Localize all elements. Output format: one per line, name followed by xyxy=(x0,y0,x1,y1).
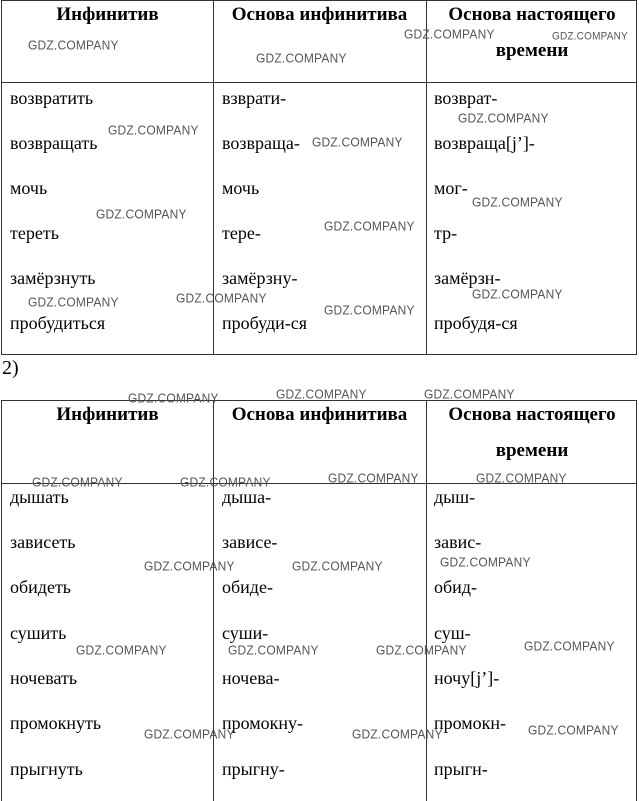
watermark: GDZ.COMPANY xyxy=(524,638,615,654)
header-infinitive-stem: Основа инфинитива xyxy=(231,4,408,25)
table-cell: возвраща- xyxy=(222,133,300,153)
table-cell: прыгну- xyxy=(222,759,285,779)
watermark: GDZ.COMPANY xyxy=(108,122,199,138)
table-cell: обидеть xyxy=(10,577,72,597)
watermark: GDZ.COMPANY xyxy=(472,194,563,210)
table-cell: мочь xyxy=(222,178,260,198)
header-infinitive-stem: Основа инфинитива xyxy=(231,404,408,425)
table-cell: замёрзну- xyxy=(222,268,298,288)
watermark: GDZ.COMPANY xyxy=(472,286,563,302)
header-present-stem-line2: времени xyxy=(495,40,569,61)
watermark: GDZ.COMPANY xyxy=(256,50,347,66)
watermark: GDZ.COMPANY xyxy=(96,206,187,222)
header-infinitive: Инфинитив xyxy=(56,404,159,425)
table-cell: обид- xyxy=(434,577,477,597)
table-cell: дыша- xyxy=(222,487,272,507)
table-cell: мочь xyxy=(10,178,48,198)
table-cell: прыгнуть xyxy=(10,759,83,779)
table-cell: завис- xyxy=(434,532,482,552)
table-cell: пробудя-ся xyxy=(434,313,518,333)
header-present-stem-line1: Основа настоящего xyxy=(448,404,616,425)
table-cell: зависе- xyxy=(222,532,278,552)
table-cell: ночева- xyxy=(222,668,280,688)
table-cell: промокну- xyxy=(222,713,304,733)
header-infinitive: Инфинитив xyxy=(56,4,159,25)
watermark: GDZ.COMPANY xyxy=(28,37,119,53)
watermark: GDZ.COMPANY xyxy=(276,386,367,402)
table-cell: взврати- xyxy=(222,88,287,108)
watermark: GDZ.COMPANY xyxy=(144,558,235,574)
watermark: GDZ.COMPANY xyxy=(176,290,267,306)
table-cell: зависеть xyxy=(10,532,76,552)
table-cell: тр- xyxy=(434,223,458,243)
table-cell: возвратить xyxy=(10,88,94,108)
watermark: GDZ.COMPANY xyxy=(180,474,271,490)
table-cell: сушить xyxy=(10,623,67,643)
table-cell: пробудиться xyxy=(10,313,106,333)
section-label: 2) xyxy=(2,357,19,379)
table-cell: промокнуть xyxy=(10,713,102,733)
table-cell: промокн- xyxy=(434,713,507,733)
watermark: GDZ.COMPANY xyxy=(228,642,319,658)
watermark: GDZ.COMPANY xyxy=(352,726,443,742)
watermark: GDZ.COMPANY xyxy=(552,30,628,43)
table-cell: дышать xyxy=(10,487,69,507)
table-cell: обиде- xyxy=(222,577,273,597)
table-cell: мог- xyxy=(434,178,468,198)
table-cell: суш- xyxy=(434,623,471,643)
watermark: GDZ.COMPANY xyxy=(324,302,415,318)
header-divider xyxy=(2,82,636,83)
watermark: GDZ.COMPANY xyxy=(424,386,515,402)
table-cell: ночевать xyxy=(10,668,78,688)
table-cell: тереть xyxy=(10,223,59,243)
watermark: GDZ.COMPANY xyxy=(440,554,531,570)
header-present-stem-line1: Основа настоящего xyxy=(448,4,616,25)
watermark: GDZ.COMPANY xyxy=(128,390,219,406)
table-cell: прыгн- xyxy=(434,759,488,779)
watermark: GDZ.COMPANY xyxy=(458,110,549,126)
table-cell: возврат- xyxy=(434,88,498,108)
table-cell: тере- xyxy=(222,223,261,243)
watermark: GDZ.COMPANY xyxy=(312,134,403,150)
table-cell: суши- xyxy=(222,623,269,643)
watermark: GDZ.COMPANY xyxy=(144,726,235,742)
table-cell: замёрзн- xyxy=(434,268,501,288)
watermark: GDZ.COMPANY xyxy=(376,642,467,658)
table-cell: дыш- xyxy=(434,487,476,507)
table-cell: пробуди-ся xyxy=(222,313,308,333)
watermark: GDZ.COMPANY xyxy=(76,642,167,658)
table-cell: ночу[j’]- xyxy=(434,668,500,688)
table-2 xyxy=(1,400,637,801)
watermark: GDZ.COMPANY xyxy=(292,558,383,574)
watermark: GDZ.COMPANY xyxy=(28,294,119,310)
watermark: GDZ.COMPANY xyxy=(324,218,415,234)
table-cell: возвраща[j’]- xyxy=(434,133,535,153)
watermark: GDZ.COMPANY xyxy=(476,470,567,486)
table-cell: замёрзнуть xyxy=(10,268,96,288)
watermark: GDZ.COMPANY xyxy=(328,470,419,486)
watermark: GDZ.COMPANY xyxy=(32,474,123,490)
watermark: GDZ.COMPANY xyxy=(404,26,495,42)
watermark: GDZ.COMPANY xyxy=(528,722,619,738)
header-present-stem-line2: времени xyxy=(495,440,569,461)
table-cell: возвращать xyxy=(10,133,98,153)
